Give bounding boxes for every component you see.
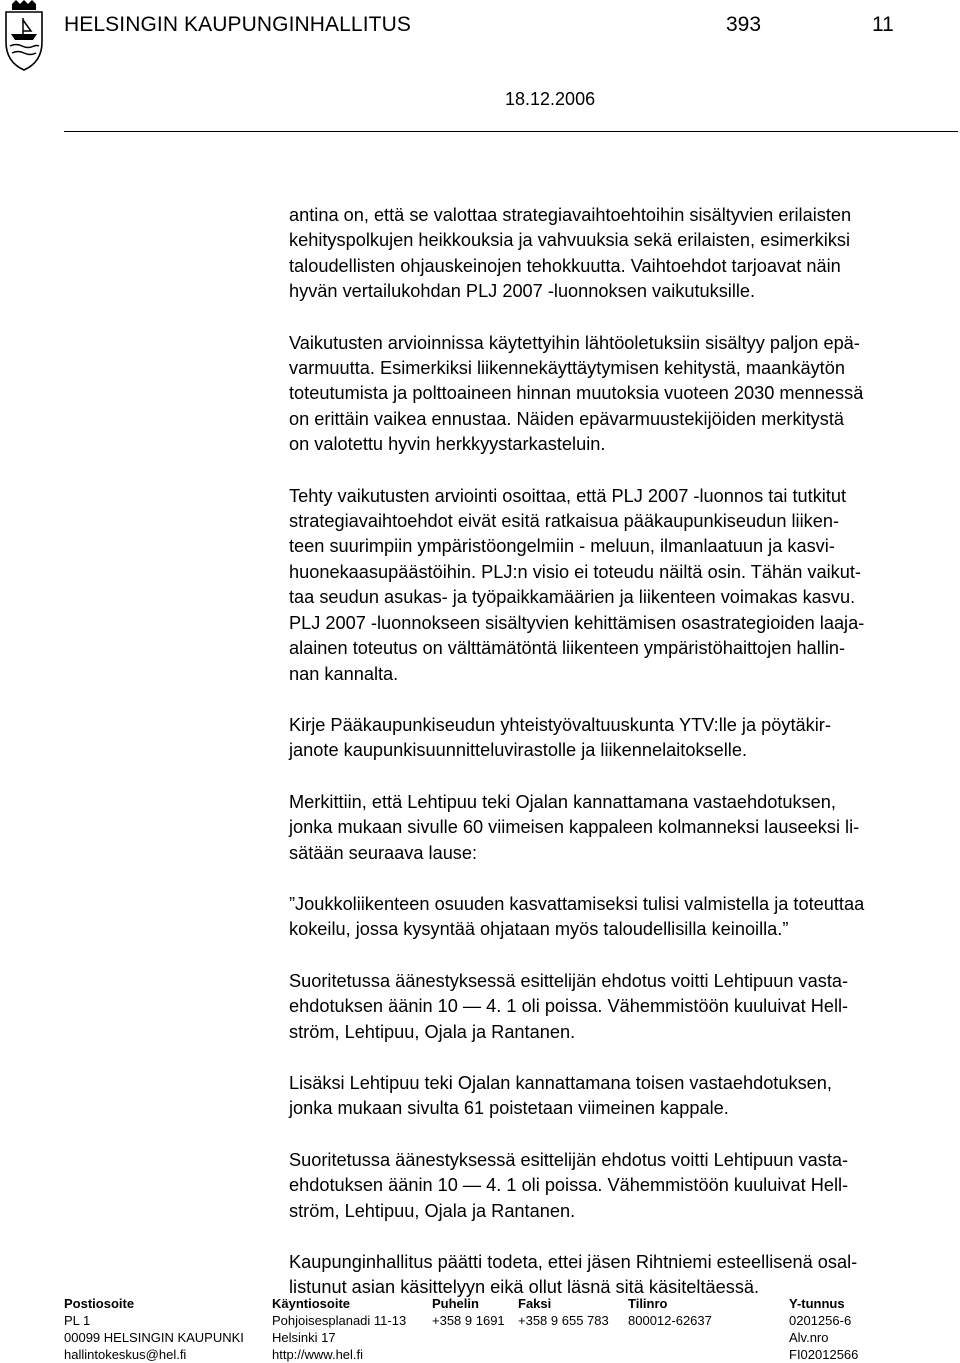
coat-of-arms-icon xyxy=(2,0,46,72)
paragraph-line: listunut asian käsittelyyn eikä ollut läsnä sitä käsiteltäessä. xyxy=(289,1277,760,1298)
paragraph-line: Suoritetussa äänestyksessä esittelijän ehdotus voitti Lehtipuun vasta- xyxy=(289,1149,849,1170)
paragraph-line: kehityspolkujen heikkouksia ja vahvuuksia sekä erilaisten, esimerkiksi xyxy=(289,230,851,251)
footer-value: FI02012566 xyxy=(789,1347,859,1362)
paragraph-line: nan kannalta. xyxy=(289,663,399,684)
footer-label: Käyntiosoite xyxy=(272,1296,351,1311)
paragraph-line: varmuutta. Esimerkiksi liikennekäyttäytymisen kehitystä, maankäytön xyxy=(289,358,845,379)
paragraph-line: Kaupunginhallitus päätti todeta, ettei jäsen Rihtniemi esteellisenä osal- xyxy=(289,1252,858,1272)
footer-value: Alv.nro xyxy=(789,1330,829,1345)
body-paragraph xyxy=(289,1250,949,1301)
paragraph-line: ström, Lehtipuu, Ojala ja Rantanen. xyxy=(289,1021,576,1042)
body-paragraph xyxy=(289,484,949,687)
body-paragraph xyxy=(289,1148,949,1224)
paragraph-line: jonka mukaan sivulle 60 viimeisen kappaleen kolmanneksi lauseeksi li- xyxy=(289,817,860,838)
paragraph-line: hyvän vertailukohdan PLJ 2007 -luonnoksen vaikutuksille. xyxy=(289,281,756,302)
footer-value: 800012-62637 xyxy=(628,1313,712,1328)
footer-value: PL 1 xyxy=(64,1313,91,1328)
paragraph-line: sätään seuraava lause: xyxy=(289,842,478,863)
footer-ytunnus xyxy=(789,1295,858,1363)
paragraph-line: kokeilu, jossa kysyntää ohjataan myös taloudellisilla keinoilla.” xyxy=(289,919,789,940)
footer-kayntiosoite xyxy=(272,1295,406,1363)
body-paragraph xyxy=(289,713,949,764)
paragraph-line: Lisäksi Lehtipuu teki Ojalan kannattamana toisen vastaehdotuksen, xyxy=(289,1072,832,1093)
paragraph-line: on valotettu hyvin herkkyystarkasteluin. xyxy=(289,434,606,455)
paragraph-line: toteutumista ja polttoaineen hinnan muutoksia vuoteen 2030 mennessä xyxy=(289,383,864,404)
body-paragraph xyxy=(289,203,949,305)
paragraph-line: Merkittiin, että Lehtipuu teki Ojalan kannattamana vastaehdotuksen, xyxy=(289,791,836,812)
footer-label: Faksi xyxy=(518,1296,552,1311)
paragraph-line: teen suurimpiin ympäristöongelmiin - meluun, ilmanlaatuun ja kasvi- xyxy=(289,536,835,557)
body-paragraph xyxy=(289,331,949,458)
footer-value: 00099 HELSINGIN KAUPUNKI xyxy=(64,1330,244,1345)
page-number: 393 xyxy=(726,13,762,36)
paragraph-line: Tehty vaikutusten arviointi osoittaa, että PLJ 2007 -luonnos tai tutkitut xyxy=(289,485,847,506)
paragraph-line: ehdotuksen äänin 10 — 4. 1 oli poissa. Vähemmistöön kuuluivat Hell- xyxy=(289,996,849,1017)
paragraph-line: ehdotuksen äänin 10 — 4. 1 oli poissa. Vähemmistöön kuuluivat Hell- xyxy=(289,1175,849,1196)
paragraph-line: taa seudun asukas- ja työpaikkamäärien ja liikenteen voimakas kasvu. xyxy=(289,587,856,608)
paragraph-line: Vaikutusten arvioinnissa käytettyihin lähtöoletuksiin sisältyy paljon epä- xyxy=(289,332,860,353)
footer-value: 0201256-6 xyxy=(789,1313,852,1328)
paragraph-line: ström, Lehtipuu, Ojala ja Rantanen. xyxy=(289,1200,576,1221)
footer-faksi xyxy=(518,1295,609,1329)
organization-name: HELSINGIN KAUPUNGINHALLITUS xyxy=(64,13,411,36)
paragraph-line: on erittäin vaikea ennustaa. Näiden epävarmuustekijöiden merkitystä xyxy=(289,408,845,429)
header-divider xyxy=(64,131,958,132)
paragraph-line: janote kaupunkisuunnitteluvirastolle ja liikennelaitokselle. xyxy=(289,740,747,761)
body-paragraph xyxy=(289,790,949,866)
footer-tilinro xyxy=(628,1295,712,1329)
body-paragraph xyxy=(289,1071,949,1122)
footer-value: Helsinki 17 xyxy=(272,1330,336,1345)
paragraph-line: antina on, että se valottaa strategiavaihtoehtoihin sisältyvien erilaisten xyxy=(289,205,852,225)
section-number: 11 xyxy=(872,13,894,36)
footer-label: Y-tunnus xyxy=(789,1296,845,1311)
paragraph-line: PLJ 2007 -luonnokseen sisältyvien kehittämisen osastrategioiden laaja- xyxy=(289,612,865,633)
body-paragraph xyxy=(289,969,949,1045)
paragraph-line: strategiavaihtoehdot eivät esitä ratkaisua pääkaupunkiseudun liiken- xyxy=(289,511,840,532)
helsinki-coat-of-arms-logo xyxy=(2,0,46,72)
paragraph-line: Kirje Pääkaupunkiseudun yhteistyövaltuuskunta YTV:lle ja pöytäkir- xyxy=(289,714,831,735)
footer-value: http://www.hel.fi xyxy=(272,1347,364,1362)
footer-value: hallintokeskus@hel.fi xyxy=(64,1347,187,1362)
footer-value: +358 9 655 783 xyxy=(518,1313,609,1328)
document-date: 18.12.2006 xyxy=(505,89,596,109)
footer-puhelin xyxy=(432,1295,505,1329)
footer-postiosoite xyxy=(64,1295,244,1363)
paragraph-line: alainen toteutus on välttämätöntä liikenteen ympäristöhaittojen hallin- xyxy=(289,638,846,659)
document-body xyxy=(289,203,949,1327)
footer-value: +358 9 1691 xyxy=(432,1313,505,1328)
paragraph-line: taloudellisten ohjauskeinojen tehokkuutta. Vaihtoehdot tarjoavat näin xyxy=(289,255,841,276)
footer-label: Puhelin xyxy=(432,1296,479,1311)
paragraph-line: Suoritetussa äänestyksessä esittelijän ehdotus voitti Lehtipuun vasta- xyxy=(289,970,849,991)
paragraph-line: jonka mukaan sivulta 61 poistetaan viimeinen kappale. xyxy=(289,1098,729,1119)
paragraph-line: ”Joukkoliikenteen osuuden kasvattamiseksi tulisi valmistella ja toteuttaa xyxy=(289,893,865,914)
paragraph-line: huonekaasupäästöihin. PLJ:n visio ei toteudu näiltä osin. Tähän vaikut- xyxy=(289,561,861,582)
footer-label: Tilinro xyxy=(628,1296,668,1311)
footer-value: Pohjoisesplanadi 11-13 xyxy=(272,1313,407,1328)
body-paragraph xyxy=(289,892,949,943)
footer-label: Postiosoite xyxy=(64,1296,135,1311)
